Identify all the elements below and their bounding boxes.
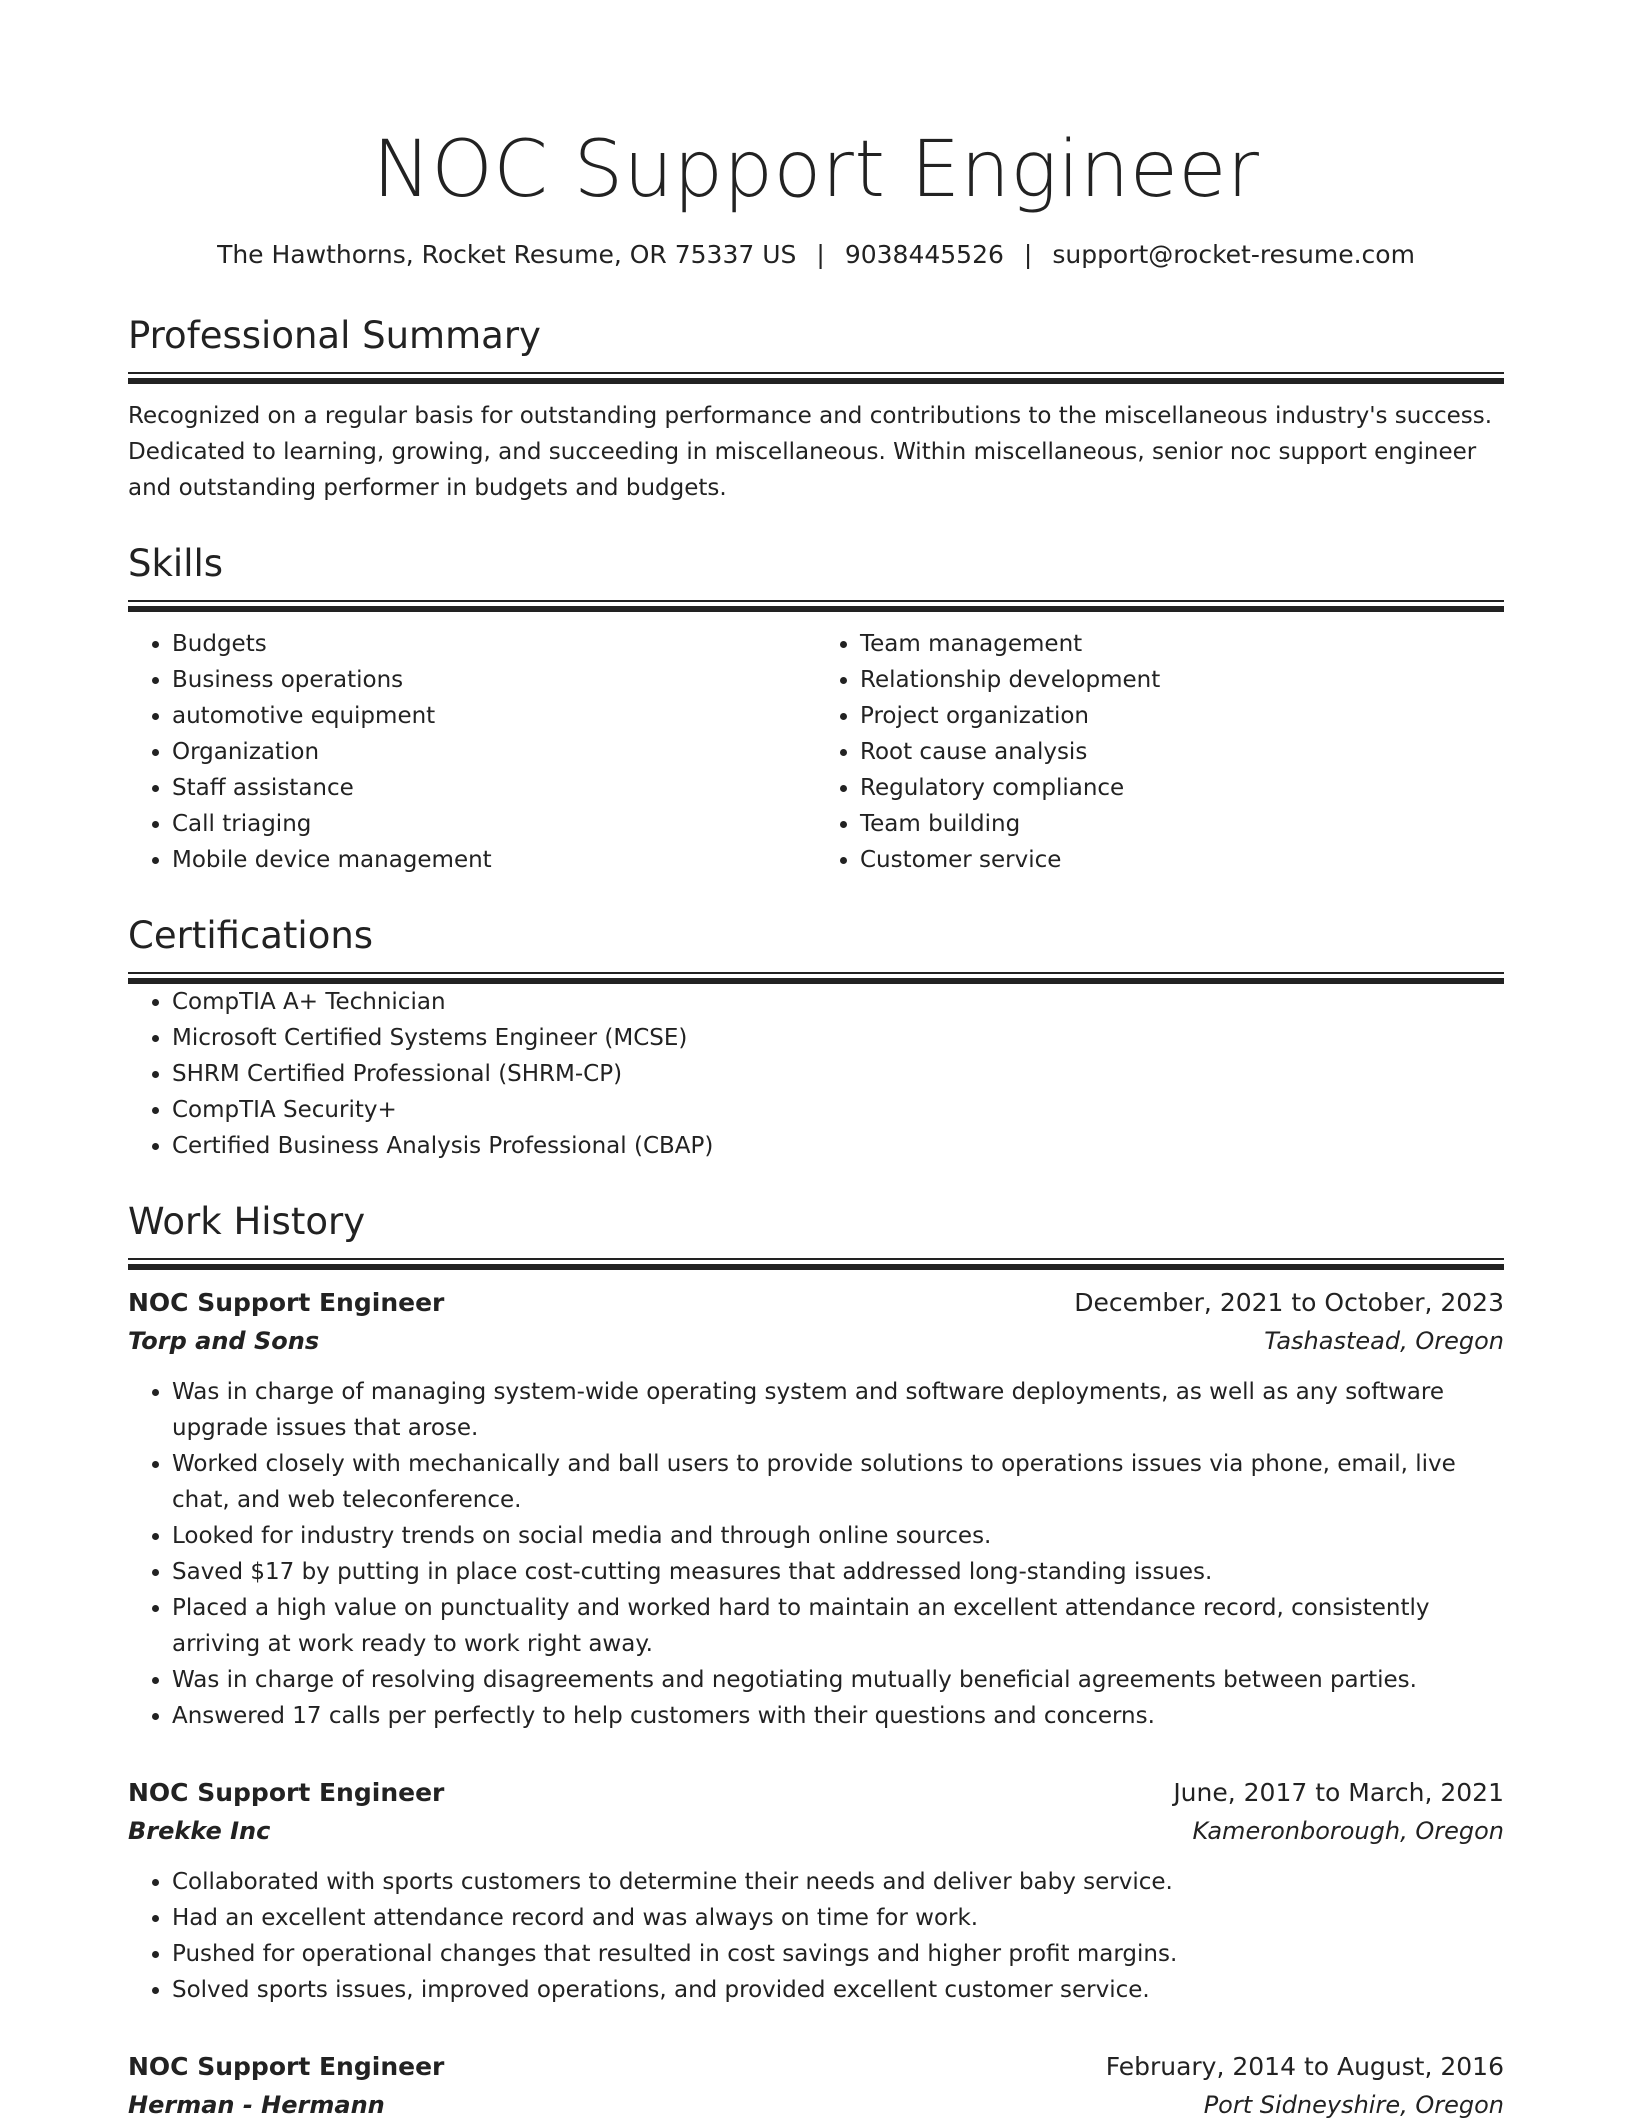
certification-item: • SHRM Certified Professional (SHRM-CP) [172, 1056, 1504, 1092]
job-header-row [128, 2048, 1504, 2086]
job-bullets [128, 1374, 1504, 1734]
job-bullets [128, 1864, 1504, 2008]
job-dates: February, 2014 to August, 2016 [1105, 2052, 1504, 2081]
job-bullet: • Was in charge of managing system-wide operating system and software deployments, as well as any software upgrade issues that arose. [172, 1374, 1504, 1446]
skill-item: • Customer service [860, 842, 1504, 878]
job-company: Herman - Hermann [128, 2091, 385, 2119]
job-header-row [128, 1284, 1504, 1322]
job-location: Port Sidneyshire, Oregon [1203, 2091, 1504, 2119]
job-bullet: • Saved $17 by putting in place cost-cutting measures that addressed long-standing issues. [172, 1554, 1504, 1590]
work-history-section [128, 1200, 1504, 2124]
job-company: Torp and Sons [128, 1327, 320, 1355]
section-title-skills: Skills [128, 542, 224, 585]
skill-item: • Root cause analysis [860, 734, 1504, 770]
skills-list-right [816, 626, 1504, 878]
skill-item: • Organization [172, 734, 816, 770]
job-bullet: • Worked closely with mechanically and ball users to provide solutions to operations issues via phone, email, live chat, and web teleconference. [172, 1446, 1504, 1518]
job-location: Tashastead, Oregon [1264, 1327, 1504, 1355]
certifications-section [128, 914, 1504, 1164]
job-bullet: • Collaborated with sports customers to determine their needs and deliver baby service. [172, 1864, 1504, 1900]
resume-name: NOC Support Engineer [372, 125, 1260, 215]
certifications-list [128, 984, 1504, 1164]
contact-separator: | [1023, 240, 1033, 269]
section-title-certifications: Certifications [128, 914, 374, 957]
job-entry [128, 2048, 1504, 2124]
summary-text: Recognized on a regular basis for outstanding performance and contributions to the miscellaneous industry's success. Dedicated to learning, growing, and succeeding in miscellaneous. Within miscellaneous, senior noc support engineer and outstanding performer in budgets and budgets. [128, 403, 1493, 501]
job-entry [128, 1774, 1504, 2008]
section-title-summary: Professional Summary [128, 314, 541, 357]
section-title-work-history: Work History [128, 1200, 366, 1243]
skill-item: • Team management [860, 626, 1504, 662]
job-title: NOC Support Engineer [128, 2052, 445, 2081]
skills-grid [128, 626, 1504, 878]
skill-item: • Project organization [860, 698, 1504, 734]
job-dates: December, 2021 to October, 2023 [1074, 1288, 1504, 1317]
skill-item: • Relationship development [860, 662, 1504, 698]
certification-item: • CompTIA Security+ [172, 1092, 1504, 1128]
certification-item: • Certified Business Analysis Professional (CBAP) [172, 1128, 1504, 1164]
job-company-row [128, 1322, 1504, 1360]
skill-item: • Staff assistance [172, 770, 816, 806]
skill-item: • Team building [860, 806, 1504, 842]
job-company-row [128, 2086, 1504, 2124]
job-bullet: • Looked for industry trends on social media and through online sources. [172, 1518, 1504, 1554]
job-bullet: • Was in charge of resolving disagreements and negotiating mutually beneficial agreements between parties. [172, 1662, 1504, 1698]
section-divider [128, 972, 1504, 984]
skill-item: • automotive equipment [172, 698, 816, 734]
skill-item: • Business operations [172, 662, 816, 698]
job-bullet: • Answered 17 calls per perfectly to help customers with their questions and concerns. [172, 1698, 1504, 1734]
job-bullet: • Pushed for operational changes that resulted in cost savings and higher profit margins. [172, 1936, 1504, 1972]
section-divider [128, 372, 1504, 384]
skill-item: • Regulatory compliance [860, 770, 1504, 806]
skill-item: • Call triaging [172, 806, 816, 842]
contact-address: The Hawthorns, Rocket Resume, OR 75337 US [217, 240, 797, 269]
certification-item: • CompTIA A+ Technician [172, 984, 1504, 1020]
job-company-row [128, 1812, 1504, 1850]
certification-item: • Microsoft Certified Systems Engineer (MCSE) [172, 1020, 1504, 1056]
job-entry [128, 1284, 1504, 1734]
job-bullet: • Solved sports issues, improved operations, and provided excellent customer service. [172, 1972, 1504, 2008]
skills-list-left [128, 626, 816, 878]
skill-item: • Budgets [172, 626, 816, 662]
job-title: NOC Support Engineer [128, 1288, 445, 1317]
summary-section [128, 314, 1504, 506]
job-location: Kameronborough, Oregon [1192, 1817, 1504, 1845]
job-company: Brekke Inc [128, 1817, 271, 1845]
job-title: NOC Support Engineer [128, 1778, 445, 1807]
contact-separator: | [816, 240, 825, 269]
job-dates: June, 2017 to March, 2021 [1173, 1778, 1504, 1807]
contact-line [128, 240, 1504, 270]
skills-section [128, 542, 1504, 878]
job-header-row [128, 1774, 1504, 1812]
section-divider [128, 1258, 1504, 1270]
section-divider [128, 600, 1504, 612]
contact-phone: 9038445526 [844, 240, 1004, 269]
job-bullet: • Placed a high value on punctuality and worked hard to maintain an excellent attendance record, consistently arriving at work ready to work right away. [172, 1590, 1504, 1662]
skill-item: • Mobile device management [172, 842, 816, 878]
contact-email: support@rocket-resume.com [1052, 240, 1415, 269]
job-bullet: • Had an excellent attendance record and was always on time for work. [172, 1900, 1504, 1936]
